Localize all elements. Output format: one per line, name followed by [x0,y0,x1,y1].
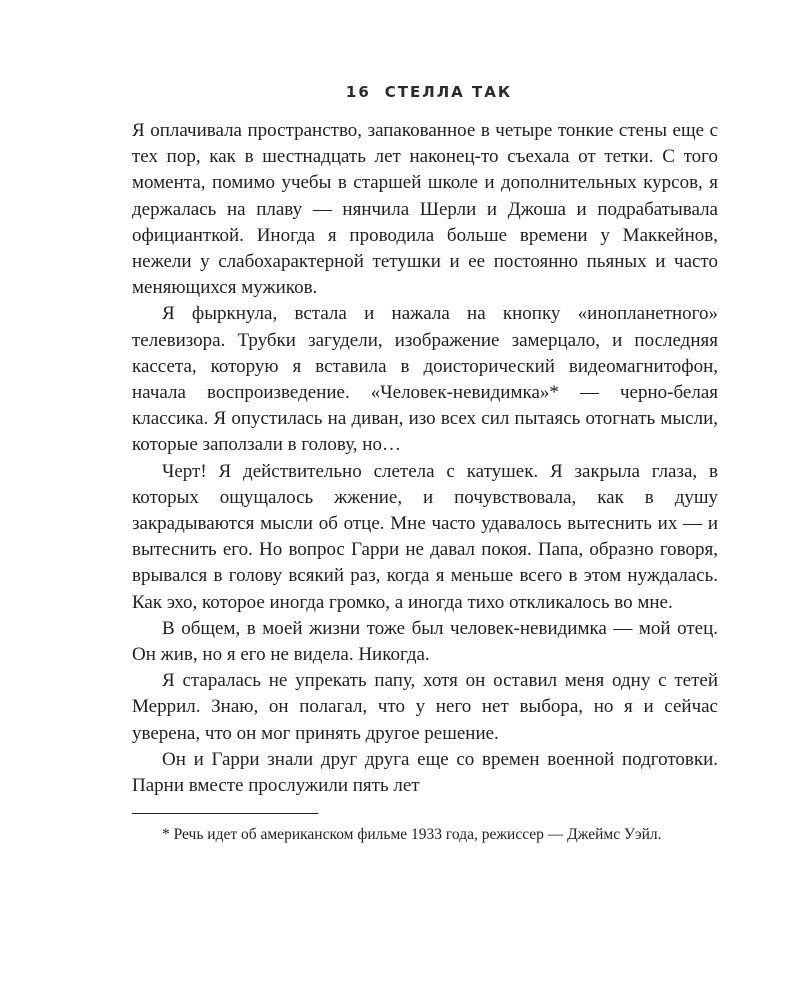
paragraph-2: Я фыркнула, встала и нажала на кнопку «инопланетного» телевизора. Трубки загудели, изображение замерцало, и последняя кассета, которую я вставила в доисторический видеомагнитофон, начала воспроизведение. «Человек-невидимка»* — черно-белая классика. Я опустилась на диван, изо всех сил пытаясь отогнать мысли, которые заползали в голову, но… [132,303,718,456]
paragraph-6: Он и Гарри знали друг друга еще со времен военной подготовки. Парни вместе прослужили пять лет [132,748,718,797]
running-head-title: СТЕЛЛА ТАК [384,83,513,101]
paragraph-5: Я старалась не упрекать папу, хотя он оставил меня одну с тетей Меррил. Знаю, он полагал, что у него нет выбора, но я и сейчас уверена, что он мог принять другое решение. [132,670,718,744]
book-page [132,78,718,846]
footnote-divider [132,813,318,814]
paragraph-1: Я оплачивала пространство, запакованное в четыре тонкие стены еще с тех пор, как в шестнадцать лет наконец-то съехала от тетки. С того момента, помимо учебы в старшей школе и дополнительных курсов, я держалась на плаву — нянчила Шерли и Джоша и подрабатывала официанткой. Иногда я проводила больше времени у Маккейнов, нежели у слабохарактерной тетушки и ее постоянно пьяных и часто меняющихся мужиков. [132,120,718,299]
running-head [140,78,718,106]
page-number: 16 [345,83,371,101]
footnote: * Речь идет об американском фильме 1933 года, режиссер — Джеймс Уэйл. [162,826,662,844]
paragraph-3: Черт! Я действительно слетела с катушек. Я закрыла глаза, в которых ощущалось жжение, и почувствовала, как в душу закрадываются мысли об отце. Мне часто удавалось вытеснить их — и вытеснить его. Но вопрос Гарри не давал покоя. Папа, образно говоря, врывался в голову всякий раз, когда я меньше всего в этом нуждалась. Как эхо, которое иногда громко, а иногда тихо откликалось во мне. [132,460,718,613]
body-text [132,118,718,799]
paragraph-4: В общем, в моей жизни тоже был человек-невидимка — мой отец. Он жив, но я его не видела. Никогда. [132,617,718,666]
